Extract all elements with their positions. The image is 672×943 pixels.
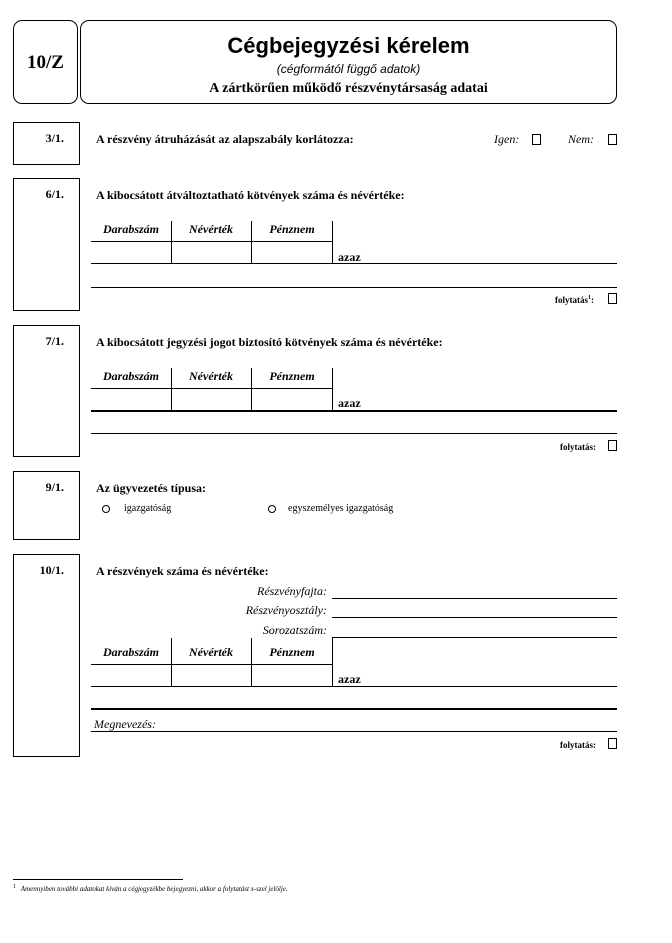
section-7-line[interactable] bbox=[91, 433, 617, 434]
section-9-option-egyszemelyes-label: egyszemélyes igazgatóság bbox=[288, 503, 394, 514]
section-6-col-darabszam: Darabszám bbox=[102, 222, 159, 236]
section-3-question: A részvény átruházását az alapszabály korlátozza: bbox=[96, 132, 354, 146]
section-3-yes-checkbox[interactable] bbox=[532, 134, 541, 145]
section-7-title: A kibocsátott jegyzési jogot biztosító kötvények száma és névértéke: bbox=[96, 335, 443, 349]
form-title: Cégbejegyzési kérelem bbox=[227, 33, 470, 58]
section-6-header-rule bbox=[91, 241, 333, 242]
section-10-col-darabszam: Darabszám bbox=[102, 645, 159, 659]
section-7-continuation-label: folytatás: bbox=[560, 442, 596, 452]
section-10-col-nevertek: Névérték bbox=[189, 645, 233, 659]
section-3-yes-label: Igen: bbox=[494, 132, 520, 146]
section-7-col-divider bbox=[332, 368, 333, 411]
section-6-amount-rule bbox=[91, 263, 617, 264]
section-6-azaz-label: azaz bbox=[338, 250, 361, 264]
section-6-col-divider bbox=[332, 221, 333, 264]
section-6-col-nevertek: Névérték bbox=[189, 222, 233, 236]
footnote-text: Amennyiben további adatokat kíván a cégjegyzékbe bejegyezni, akkor a folytatást x-szel jelölje. bbox=[20, 885, 288, 894]
section-7-amount-rule bbox=[91, 410, 617, 412]
section-10-name-input[interactable] bbox=[91, 731, 617, 732]
section-7-number: 7/1. bbox=[45, 334, 64, 348]
section-9-option-igazgatosag-radio[interactable] bbox=[102, 505, 110, 513]
section-10-field-reszvenyosztaly-label: Részvényosztály: bbox=[245, 603, 327, 617]
section-10-field-reszvenyosztaly-input[interactable] bbox=[332, 617, 617, 618]
section-6-darabszam-input[interactable] bbox=[92, 243, 170, 262]
footnote-mark: 1 bbox=[13, 884, 16, 890]
section-10-amount-rule bbox=[91, 686, 617, 687]
section-7-col-penznem: Pénznem bbox=[269, 369, 315, 383]
section-10-continuation-checkbox[interactable] bbox=[608, 738, 617, 749]
section-7-penznem-input[interactable] bbox=[252, 390, 331, 409]
footnote bbox=[13, 884, 288, 893]
section-7-col-nevertek: Névérték bbox=[189, 369, 233, 383]
section-10-header-rule bbox=[91, 664, 333, 665]
section-6-col-penznem: Pénznem bbox=[269, 222, 315, 236]
section-10-title: A részvények száma és névértéke: bbox=[96, 564, 269, 578]
section-9-option-igazgatosag-label: igazgatóság bbox=[124, 503, 172, 514]
section-10-azaz-label: azaz bbox=[338, 672, 361, 686]
section-3-number: 3/1. bbox=[45, 131, 64, 145]
section-3-no-label: Nem: bbox=[568, 132, 594, 146]
section-9-option-egyszemelyes-radio[interactable] bbox=[268, 505, 276, 513]
section-6-continuation-label: folytatás$^1$: bbox=[555, 295, 594, 305]
footnote-separator bbox=[13, 879, 183, 880]
section-10-field-reszvenyfajta-label: Részvényfajta: bbox=[257, 584, 327, 598]
section-7-continuation-checkbox[interactable] bbox=[608, 440, 617, 451]
section-7-azaz-label: azaz bbox=[338, 396, 361, 410]
section-10-field-sorozatszam-label: Sorozatszám: bbox=[262, 623, 327, 637]
section-7-darabszam-input[interactable] bbox=[92, 390, 170, 409]
section-10-darabszam-input[interactable] bbox=[92, 666, 170, 685]
section-6-number: 6/1. bbox=[45, 187, 64, 201]
section-9-title: Az ügyvezetés típusa: bbox=[96, 481, 206, 495]
section-6-continuation-checkbox[interactable] bbox=[608, 293, 617, 304]
section-10-line[interactable] bbox=[91, 708, 617, 710]
section-10-number: 10/1. bbox=[39, 563, 64, 577]
section-9-number: 9/1. bbox=[45, 480, 64, 494]
section-10-number-box bbox=[13, 554, 80, 757]
section-10-penznem-input[interactable] bbox=[252, 666, 331, 685]
form-subheading: A zártkörűen működő részvénytársaság adatai bbox=[209, 81, 488, 96]
section-7-col-darabszam: Darabszám bbox=[102, 369, 159, 383]
section-7-header-rule bbox=[91, 388, 333, 389]
form-code: 10/Z bbox=[27, 52, 64, 73]
section-10-field-reszvenyfajta-input[interactable] bbox=[332, 598, 617, 599]
section-10-nevertek-input[interactable] bbox=[172, 666, 250, 685]
section-10-continuation-label: folytatás: bbox=[560, 740, 596, 750]
section-7-nevertek-input[interactable] bbox=[172, 390, 250, 409]
section-6-line[interactable] bbox=[91, 287, 617, 288]
section-6-title: A kibocsátott átváltoztatható kötvények száma és névértéke: bbox=[96, 188, 405, 202]
section-10-name-label: Megnevezés: bbox=[94, 717, 156, 731]
section-3-no-checkbox[interactable] bbox=[608, 134, 617, 145]
section-10-field-sorozatszam-input[interactable] bbox=[332, 637, 617, 638]
section-6-nevertek-input[interactable] bbox=[172, 243, 250, 262]
form-subtitle: (cégformától függő adatok) bbox=[276, 62, 421, 76]
section-10-col-penznem: Pénznem bbox=[269, 645, 315, 659]
section-6-penznem-input[interactable] bbox=[252, 243, 331, 262]
section-10-col-divider bbox=[332, 638, 333, 686]
